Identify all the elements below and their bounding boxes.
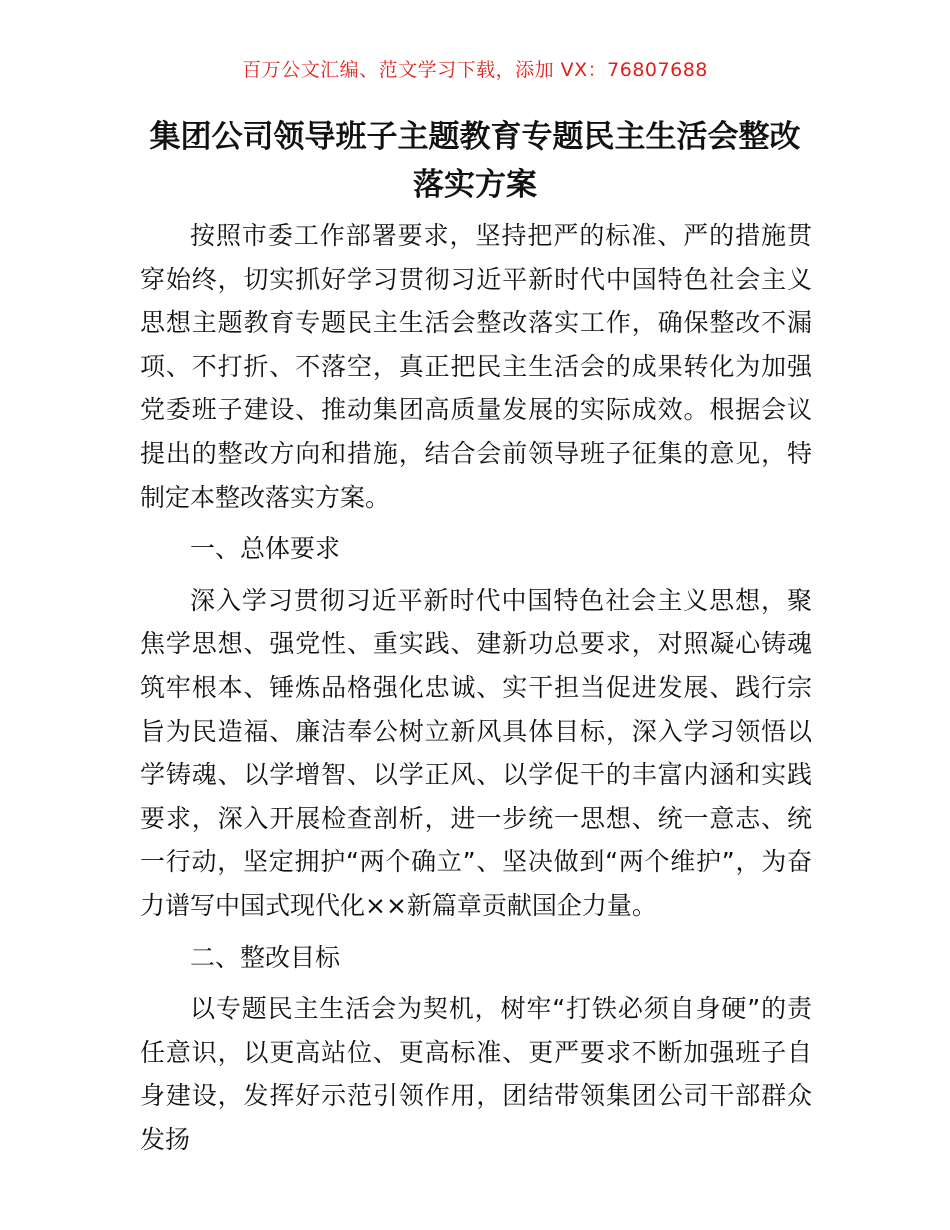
section-heading-general-requirements: 一、总体要求 (190, 534, 341, 564)
document-title: 集团公司领导班子主题教育专题民主生活会整改落实方案 (149, 119, 801, 203)
section-paragraph-general-requirements: 深入学习贯彻习近平新时代中国特色社会主义思想，聚焦学思想、强党性、重实践、建新功总要求，对照凝心铸魂筑牢根本、锤炼品格强化忠诚、实干担当促进发展、践行宗旨为民造福、廉洁奉公树立新风具体目标，深入学习领悟以学铸魂、以学增智、以学正风、以学促干的丰富内涵和实践要求，深入开展检查剖析，进一步统一思想、统一意志、统一行动，坚定拥护“两个确立”、坚决做到“两个维护”，为奋力谱写中国式现代化××新篇章贡献国企力量。 (140, 585, 812, 920)
section-paragraph-rectification-goals: 以专题民主生活会为契机，树牢“打铁必须自身硬”的责任意识，以更高站位、更高标准、更严要求不断加强班子自身建设，发挥好示范引领作用，团结带领集团公司干部群众发扬 (140, 994, 812, 1154)
section-heading-rectification-goals: 二、整改目标 (190, 942, 341, 972)
watermark-banner: 百万公文汇编、范文学习下载，添加 VX：76807688 (242, 59, 708, 81)
document-body (140, 214, 812, 1169)
intro-paragraph: 按照市委工作部署要求，坚持把严的标准、严的措施贯穿始终，切实抓好学习贯彻习近平新时代中国特色社会主义思想主题教育专题民主生活会整改落实工作，确保整改不漏项、不打折、不落空，真正把民主生活会的成果转化为加强党委班子建设、推动集团高质量发展的实际成效。根据会议提出的整改方向和措施，结合会前领导班子征集的意见，特制定本整改落实方案。 (140, 221, 812, 512)
